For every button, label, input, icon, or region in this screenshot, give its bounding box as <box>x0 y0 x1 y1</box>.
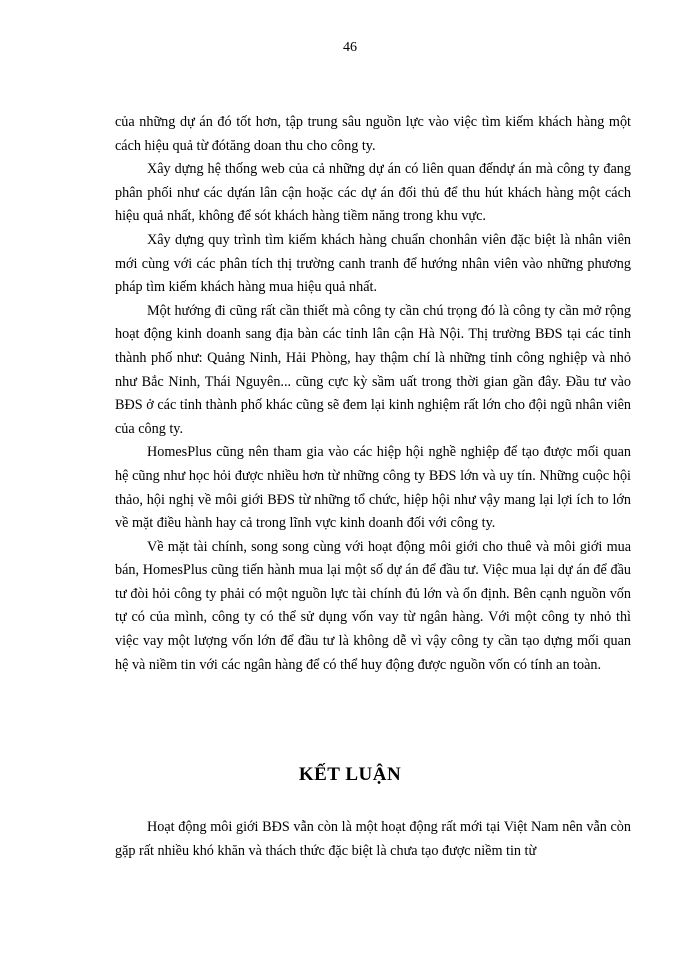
paragraph-web-system: Xây dựng hệ thống web của cả những dự án có liên quan đếndự án mà công ty đang phân phối như các dựán lân cận hoặc các dự án đối thủ để thu hút khách hàng một cách hiệu quả nhất, không để sót khách hàng tiềm năng trong khu vực. <box>115 161 631 225</box>
paragraph-continuation: của những dự án đó tốt hơn, tập trung sâu nguồn lực vào việc tìm kiếm khách hàng một cách hiệu quả từ đótăng doan thu cho công ty. <box>115 114 631 154</box>
paragraph-associations: HomesPlus cũng nên tham gia vào các hiệp hội nghề nghiệp để tạo được mối quan hệ cũng như học hỏi được nhiều hơn từ những công ty BĐS lớn và uy tín. Những cuộc hội thảo, hội nghị về môi giới BĐS từ những tổ chức, hiệp hội như vậy mang lại lợi ích to lớn về mặt điều hành hay cả trong lĩnh vực kinh doanh đối với công ty. <box>115 444 631 532</box>
paragraph-expansion: Một hướng đi cũng rất cần thiết mà công ty cần chú trọng đó là công ty cần mở rộng hoạt động kinh doanh sang địa bàn các tỉnh lân cận Hà Nội. Thị trường BĐS tại các tỉnh thành phố như: Quảng Ninh, Hải Phòng, hay thậm chí là những tỉnh công nghiệp và nhỏ như Bắc Ninh, Thái Nguyên... cũng cực kỳ sầm uất trong thời gian gần đây. Đầu tư vào BĐS ở các tỉnh thành phố khác cũng sẽ đem lại kinh nghiệm rất lớn cho đội ngũ nhân viên của công ty. <box>115 302 631 437</box>
paragraph-search-process: Xây dựng quy trình tìm kiếm khách hàng chuẩn chonhân viên đặc biệt là nhân viên mới cùng với các phân tích thị trường canh tranh để hướng nhân viên vào những phương pháp tìm kiếm khách hàng mua hiệu quả nhất. <box>115 231 631 296</box>
conclusion-heading: KẾT LUẬN <box>298 764 402 785</box>
paragraph-finance: Về mặt tài chính, song song cùng với hoạt động môi giới cho thuê và môi giới mua bán, HomesPlus cũng tiến hành mua lại một số dự án để đầu tư. Việc mua lại dự án để đầu tư đòi hỏi công ty phải có một nguồn lực tài chính đủ lớn và ổn định. Bên cạnh nguồn vốn tự có của mình, công ty có thể sử dụng vốn vay từ ngân hàng. Với một công ty nhỏ thì việc vay một lượng vốn lớn để đầu tư là không dễ vì vậy công ty cần tạo dựng mối quan hệ và niềm tin với các ngân hàng để có thể huy động được nguồn vốn có tính an toàn. <box>115 538 631 673</box>
page-number: 46 <box>343 40 357 55</box>
conclusion-paragraph: Hoạt động môi giới BĐS vẫn còn là một hoạt động rất mới tại Việt Nam nên vẫn còn gặp rất nhiều khó khăn và thách thức đặc biệt là chưa tạo được niềm tin từ <box>115 819 631 859</box>
body-text <box>115 111 631 677</box>
